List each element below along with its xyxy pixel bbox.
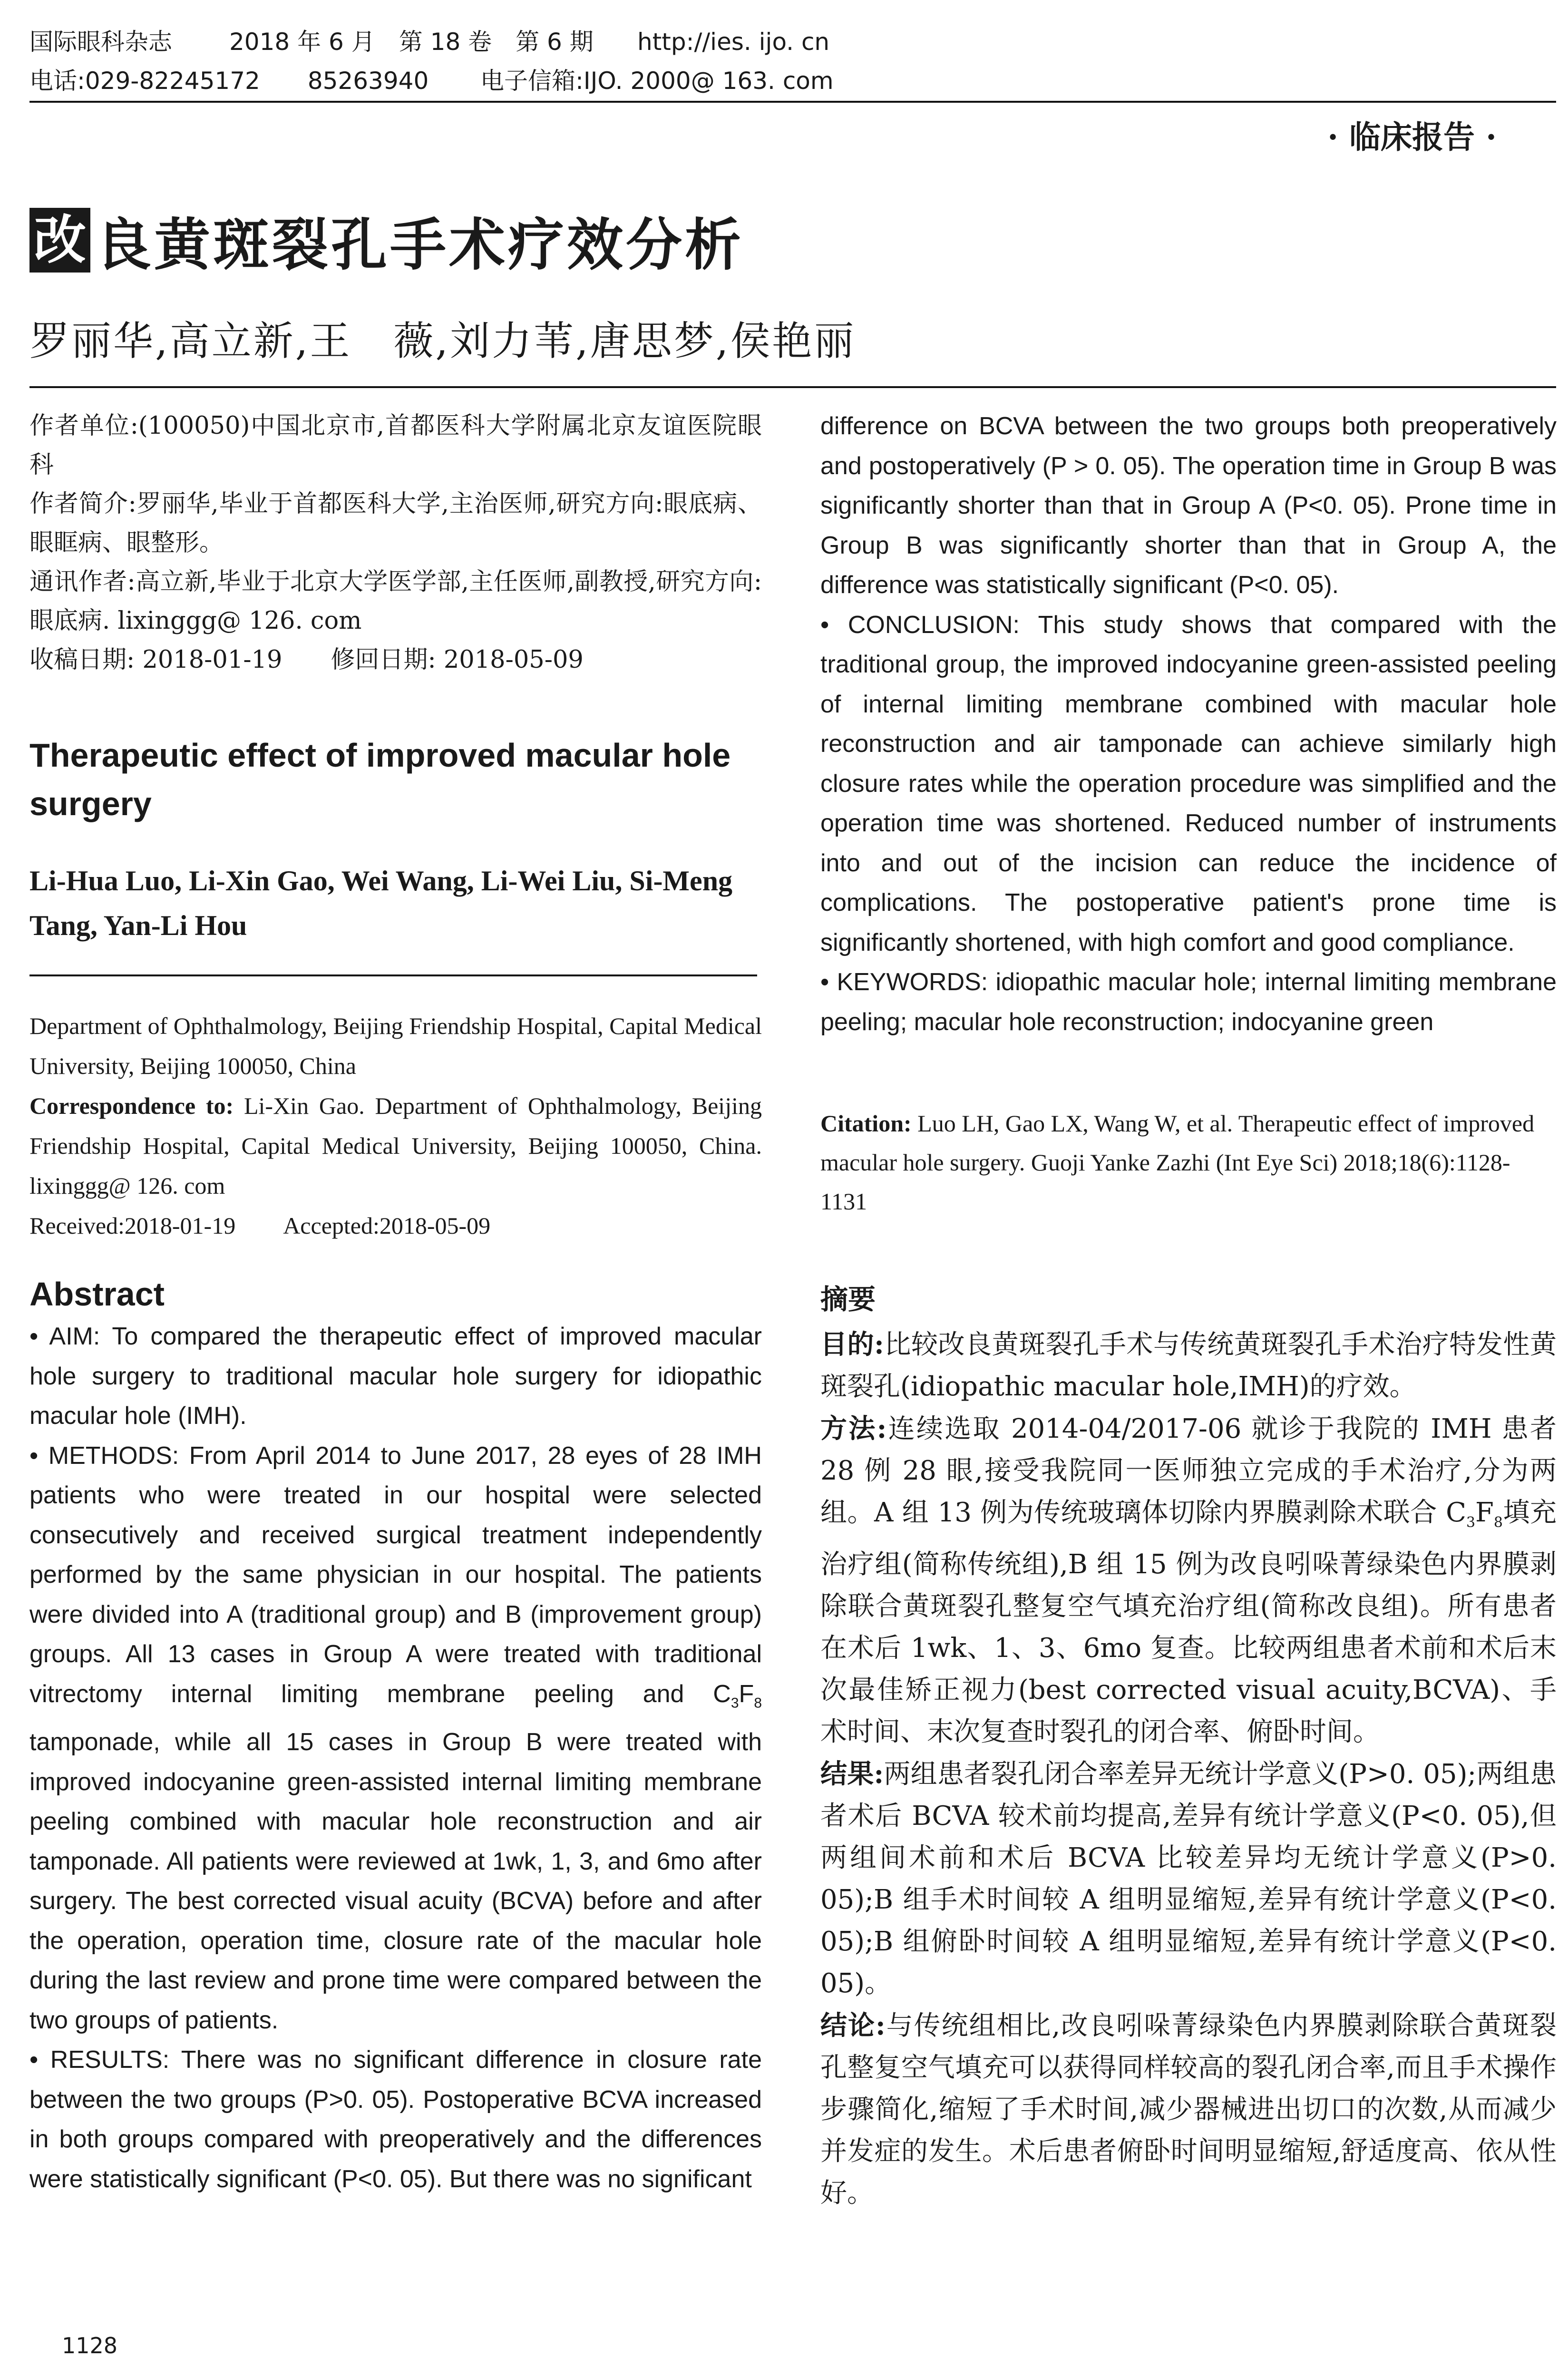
issue-info: 2018 年 6 月 第 18 卷 第 6 期 [229, 28, 594, 56]
correspondence-label: Correspondence to: [29, 1092, 234, 1119]
cn-conclusion [820, 2005, 1557, 2214]
cn-conclusion-text: 与传统组相比,改良吲哚菁绿染色内界膜剥除联合黄斑裂孔整复空气填充可以获得同样较高的裂孔闭合率,而且手术操作步骤简化,缩短了手术时间,减少器械进出切口的次数,从而减少并发症的发生。术后患者俯卧时间明显缩短,舒适度高、依从性好。 [820, 2010, 1557, 2209]
cn-methods-label: 方法: [820, 1413, 887, 1444]
abstract-aim: • AIM: To compared the therapeutic effect of improved macular hole surgery to traditional macular hole surgery for idiopathic macular hole (IMH). [29, 1323, 762, 1430]
authors-cn: 罗丽华,高立新,王 薇,刘力苇,唐思梦,侯艳丽 [29, 318, 856, 364]
author-rule [29, 974, 757, 976]
header-rule [29, 101, 1556, 103]
abstract-methods [29, 1436, 762, 2041]
abstract-heading: Abstract [29, 1276, 165, 1313]
citation [820, 1104, 1557, 1221]
title-rule [29, 386, 1556, 388]
abstract-keywords: • KEYWORDS: idiopathic macular hole; internal limiting membrane peeling; macular hole reconstruction; indocyanine green [820, 968, 1557, 1036]
journal-url[interactable]: http://ies. ijo. cn [637, 28, 830, 56]
citation-text: Luo LH, Gao LX, Wang W, et al. Therapeutic effect of improved macular hole surgery. Guoji Yanke Zazhi (Int Eye Sci) 2018;18(6):1128-1131 [820, 1110, 1535, 1215]
english-authors: Li-Hua Luo, Li-Xin Gao, Wei Wang, Li-Wei Liu, Si-Meng Tang, Yan-Li Hou [29, 865, 733, 941]
affiliation-cn: 作者单位:(100050)中国北京市,首都医科大学附属北京友谊医院眼科 [29, 412, 762, 479]
cn-results-label: 结果: [820, 1758, 884, 1790]
article-title [29, 200, 744, 281]
title-boxed-char: 改 [29, 208, 90, 273]
methods-f: F [739, 1680, 754, 1708]
title-text: 良黄斑裂孔手术疗效分析 [95, 212, 744, 278]
cn-results [820, 1753, 1557, 2005]
correspondence-text: Li-Xin Gao. Department of Ophthalmology, Beijing Friendship Hospital, Capital Medical University, Beijing 100050, China. lixinggg@ 126. com [29, 1092, 762, 1199]
journal-name: 国际眼科杂志 [29, 28, 172, 56]
methods-text-a: • METHODS: From April 2014 to June 2017, 28 eyes of 28 IMH patients who were treated in our hospital were selected consecutively and received surgical treatment independently performed by the same physician in our hospital. The patients were divided into A (traditional group) and B (improvement group) groups. All 13 cases in Group A were treated with traditional vitrectomy internal limiting membrane peeling and C [29, 1442, 762, 1708]
author-bio-cn: 作者简介:罗丽华,毕业于首都医科大学,主治医师,研究方向:眼底病、眼眶病、眼整形。 [29, 490, 762, 557]
methods-text-b: tamponade, while all 15 cases in Group B were treated with improved indocyanine green-assisted internal limiting membrane peeling combined with macular hole reconstruction and air tamponade. All patients were reviewed at 1wk, 1, 3, and 6mo after surgery. The best corrected visual acuity (BCVA) before and after the operation, operation time, closure rate of the macular hole during the last review and prone time were compared between the two groups of patients. [29, 1728, 762, 2034]
cn-conclusion-label: 结论: [820, 2010, 886, 2042]
cn-aim-text: 比较改良黄斑裂孔手术与传统黄斑裂孔手术治疗特发性黄斑裂孔(idiopathic macular hole,IMH)的疗效。 [820, 1329, 1557, 1402]
abstract-results-part2: difference on BCVA between the two groups both preoperatively and postoperatively (P > 0. 05). The operation time in Group B was significantly shorter than that in Group A (P<0. 05). Prone time in Group B was significantly shorter than that in Group A, the difference was statistically significant (P<0. 05). [820, 412, 1557, 599]
cn-results-text: 两组患者裂孔闭合率差异无统计学意义(P>0. 05);两组患者术后 BCVA 较术前均提高,差异有统计学意义(P<0. 05),但两组间术前和术后 BCVA 比较差异均无统计学意义(P>0. 05);B 组手术时间较 A 组明显缩短,差异有统计学意义(P<0. 05);B 组俯卧时间较 A 组明显缩短,差异有统计学意义(P<0. 05)。 [820, 1759, 1557, 1999]
cn-methods-f: F [1475, 1497, 1494, 1528]
cn-methods-sub-3: 3 [1466, 1514, 1476, 1531]
dates-en: Received:2018-01-19 Accepted:2018-05-09 [29, 1212, 491, 1239]
correspondence-cn: 通讯作者:高立新,毕业于北京大学医学部,主任医师,副教授,研究方向:眼底病. lixinggg@ 126. com [29, 568, 762, 635]
methods-sub-8: 8 [754, 1695, 762, 1711]
cn-abstract-heading: 摘要 [820, 1283, 876, 1315]
page-number: 1128 [62, 2333, 118, 2358]
section-tag: · 临床报告 · [1327, 118, 1497, 156]
left-column [29, 407, 762, 2199]
abstract-conclusion: • CONCLUSION: This study shows that compared with the traditional group, the improved indocyanine green-assisted peeling of internal limiting membrane combined with macular hole reconstruction and air tamponade can achieve similarly high closure rates while the operation procedure was simplified and the operation time was shortened. Reduced number of instruments into and out of the incision can reduce the incidence of complications. The postoperative patient's prone time is significantly shortened, with high comfort and good compliance. [820, 611, 1557, 956]
dates-cn: 收稿日期: 2018-01-19 修回日期: 2018-05-09 [29, 646, 584, 674]
correspondence-en [29, 1086, 762, 1206]
cn-methods-text-b: 填充治疗组(简称传统组),B 组 15 例为改良吲哚菁绿染色内界膜剥除联合黄斑裂孔整复空气填充治疗组(简称改良组)。所有患者在术后 1wk、1、3、6mo 复查。比较两组患者术前和术后末次最佳矫正视力(best corrected visual acuity,BCVA)、手术时间、末次复查时裂孔的闭合率、俯卧时间。 [820, 1497, 1557, 1748]
citation-label: Citation: [820, 1110, 912, 1137]
journal-phone: 电话:029-82245172 85263940 [29, 67, 429, 95]
journal-email: 电子信箱:IJO. 2000@ 163. com [480, 67, 834, 95]
department-en: Department of Ophthalmology, Beijing Friendship Hospital, Capital Medical University, Beijing 100050, China [29, 1013, 762, 1079]
cn-methods-sub-8: 8 [1493, 1514, 1503, 1531]
english-title: Therapeutic effect of improved macular hole surgery [29, 737, 731, 822]
cn-aim-label: 目的: [820, 1329, 884, 1360]
methods-sub-3: 3 [730, 1695, 739, 1711]
abstract-results-part1: • RESULTS: There was no significant difference in closure rate between the two groups (P>0. 05). Postoperative BCVA increased in both groups compared with preoperatively and the differences were statistically significant (P<0. 05). But there was no significant [29, 2046, 762, 2193]
right-column [820, 407, 1557, 2214]
cn-aim [820, 1324, 1557, 1408]
cn-methods [820, 1408, 1557, 1753]
cn-methods-text-a: 连续选取 2014-04/2017-06 就诊于我院的 IMH 患者 28 例 28 眼,接受我院同一医师独立完成的手术治疗,分为两组。A 组 13 例为传统玻璃体切除内界膜剥除术联合 C [820, 1413, 1557, 1528]
